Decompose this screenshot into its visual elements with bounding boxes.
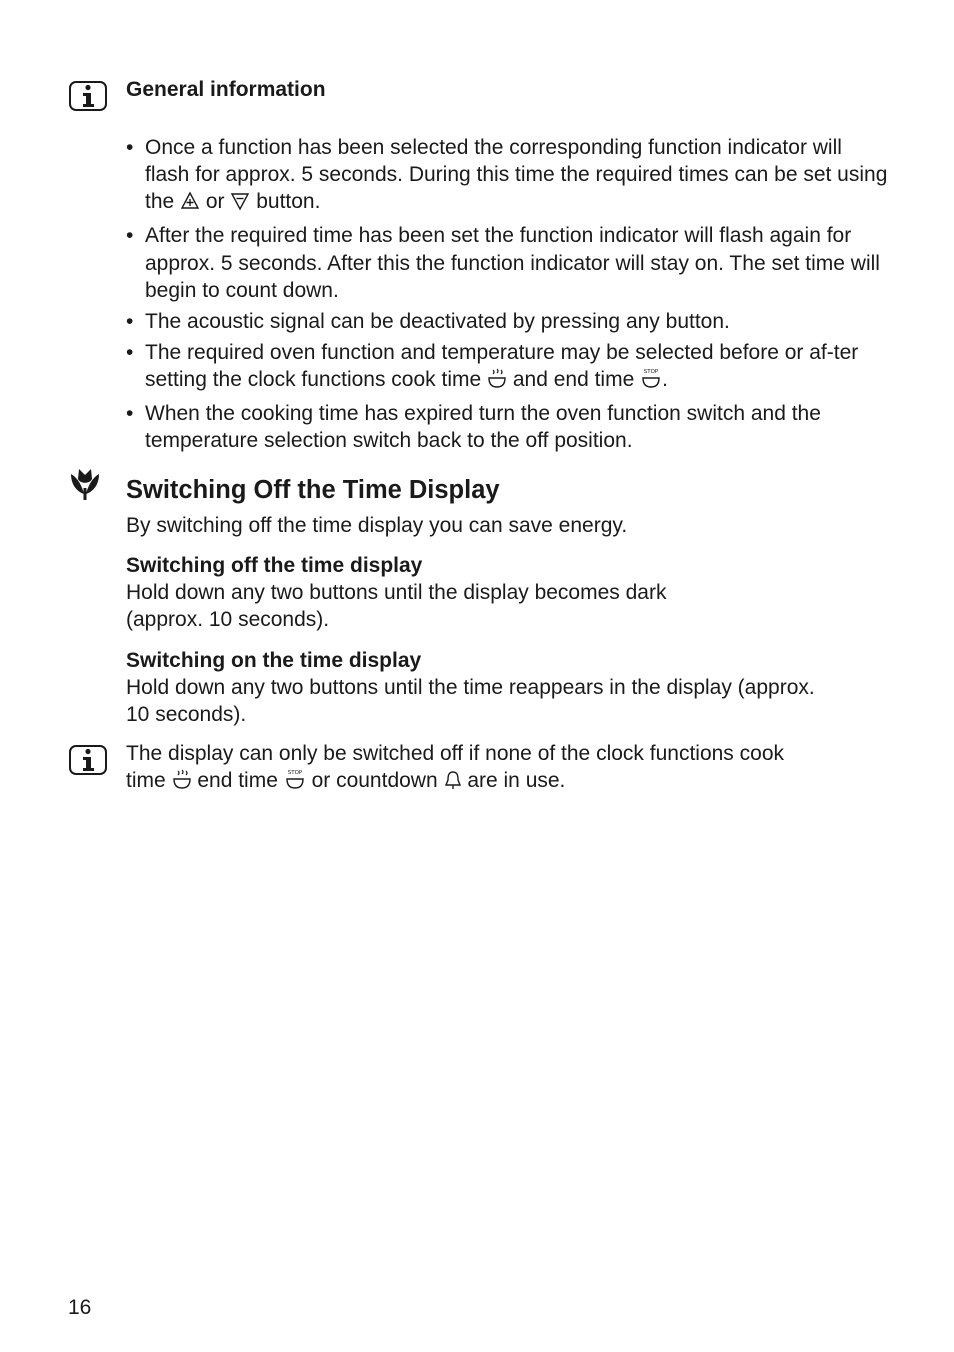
section-intro: By switching off the time display you can save energy. <box>126 514 628 537</box>
list-item: • The acoustic signal can be deactivated by pressing any button. <box>126 309 730 333</box>
svg-text:STOP: STOP <box>643 369 659 376</box>
general-info-list <box>126 134 888 458</box>
section-title: Switching Off the Time Display <box>126 476 500 504</box>
switching-off-text: Hold down any two buttons until the display becomes dark (approx. 10 seconds). <box>126 581 667 632</box>
end-time-icon <box>284 768 306 797</box>
display-note: The display can only be switched off if none of the clock functions cook time end time STOP or countdown are in use. <box>126 740 916 797</box>
switching-on-text: Hold down any two buttons until the time reappears in the display (approx. 10 seconds). <box>126 676 815 727</box>
switching-off-heading: Switching off the time display <box>126 554 423 577</box>
list-item: • When the cooking time has expired turn the oven function switch and the temperature selection switch back to the off position. <box>126 402 821 453</box>
list-item: • After the required time has been set the function indicator will flash again for approx. 5 seconds. After this the function indicator will stay on. The set time will begin to count down. <box>126 224 880 302</box>
general-info-heading: General information <box>126 78 326 101</box>
cook-time-icon <box>487 368 507 396</box>
switching-on-heading: Switching on the time display <box>126 649 422 672</box>
info-icon <box>69 745 107 775</box>
cook-time-icon <box>172 769 192 797</box>
page-number: 16 <box>68 1296 92 1319</box>
list-item: • Once a function has been selected the corresponding function indicator will flash for approx. 5 seconds. During this time the required times can be set using the or button. <box>126 134 888 219</box>
list-item: • The required oven function and temperature may be selected before or af-ter setting the clock functions cook time and end time STOP . <box>126 339 888 396</box>
leaf-icon <box>68 468 102 507</box>
end-time-icon <box>640 367 662 396</box>
up-arrow-icon <box>180 191 200 218</box>
svg-text:STOP: STOP <box>287 770 302 777</box>
down-arrow-icon <box>230 191 250 218</box>
bell-icon <box>444 770 462 797</box>
info-icon <box>69 81 107 111</box>
